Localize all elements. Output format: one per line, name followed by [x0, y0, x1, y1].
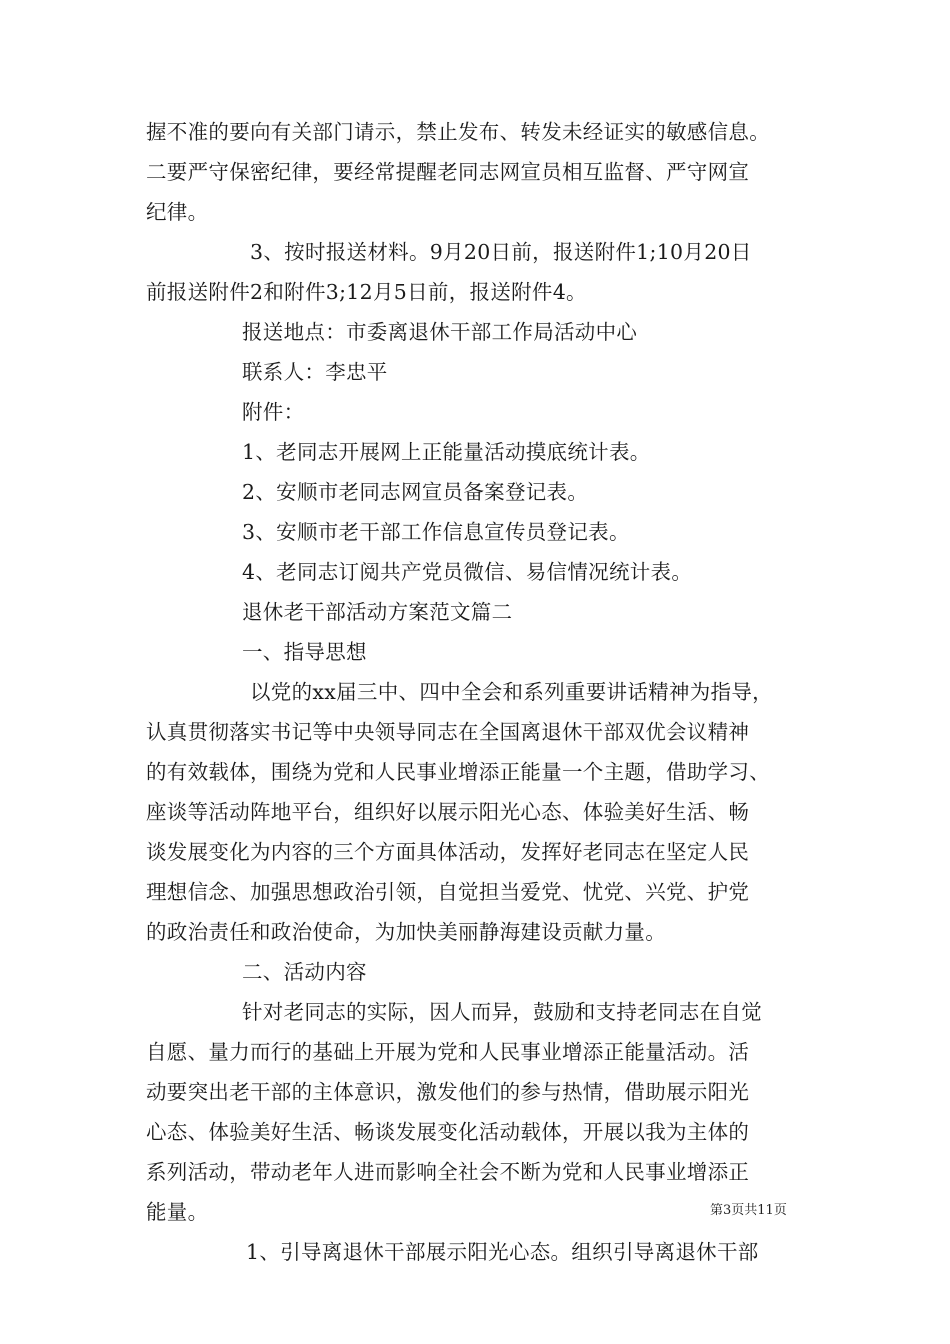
text-line: 3、安顺市老干部工作信息宣传员登记表。 [242, 520, 630, 544]
text-line: 谈发展变化为内容的三个方面具体活动，发挥好老同志在坚定人民 [146, 840, 750, 864]
text-line: 1、引导离退休干部展示阳光心态。组织引导离退休干部 [246, 1240, 759, 1264]
text-line: 能量。 [146, 1200, 209, 1224]
section-heading: 一、指导思想 [242, 640, 367, 664]
text-line: 附件： [242, 400, 305, 424]
text-line: 针对老同志的实际，因人而异，鼓励和支持老同志在自觉 [242, 1000, 762, 1024]
text-line: 3、按时报送材料。9月20日前，报送附件1;10月20日 [250, 240, 752, 264]
document-body [146, 112, 810, 1272]
text-line: 系列活动，带动老年人进而影响全社会不断为党和人民事业增添正 [146, 1160, 750, 1184]
text-line: 认真贯彻落实书记等中央领导同志在全国离退休干部双优会议精神 [146, 720, 750, 744]
text-line: 报送地点：市委离退休干部工作局活动中心 [242, 320, 638, 344]
text-line: 动要突出老干部的主体意识，激发他们的参与热情，借助展示阳光 [146, 1080, 750, 1104]
text-line: 握不准的要向有关部门请示，禁止发布、转发未经证实的敏感信息。 [146, 120, 770, 144]
text-line: 2、安顺市老同志网宣员备案登记表。 [242, 480, 589, 504]
text-line: 的政治责任和政治使命，为加快美丽静海建设贡献力量。 [146, 920, 666, 944]
page-number: 第3页共11页 [710, 1203, 787, 1218]
text-line: 4、老同志订阅共产党员微信、易信情况统计表。 [242, 560, 693, 584]
text-line: 心态、体验美好生活、畅谈发展变化活动载体，开展以我为主体的 [146, 1120, 750, 1144]
text-line: 联系人：李忠平 [242, 360, 388, 384]
text-line: 以党的xx届三中、四中全会和系列重要讲话精神为指导， [250, 680, 773, 704]
section-heading: 退休老干部活动方案范文篇二 [242, 600, 513, 624]
section-heading: 二、活动内容 [242, 960, 367, 984]
text-line: 二要严守保密纪律，要经常提醒老同志网宣员相互监督、严守网宣 [146, 160, 750, 184]
text-line: 1、老同志开展网上正能量活动摸底统计表。 [242, 440, 651, 464]
text-line: 自愿、量力而行的基础上开展为党和人民事业增添正能量活动。活 [146, 1040, 750, 1064]
text-line: 纪律。 [146, 200, 209, 224]
text-line: 理想信念、加强思想政治引领，自觉担当爱党、忧党、兴党、护党 [146, 880, 750, 904]
text-line: 的有效载体，围绕为党和人民事业增添正能量一个主题，借助学习、 [146, 760, 770, 784]
text-line: 座谈等活动阵地平台，组织好以展示阳光心态、体验美好生活、畅 [146, 800, 750, 824]
text-line: 前报送附件2和附件3;12月5日前，报送附件4。 [146, 280, 587, 304]
